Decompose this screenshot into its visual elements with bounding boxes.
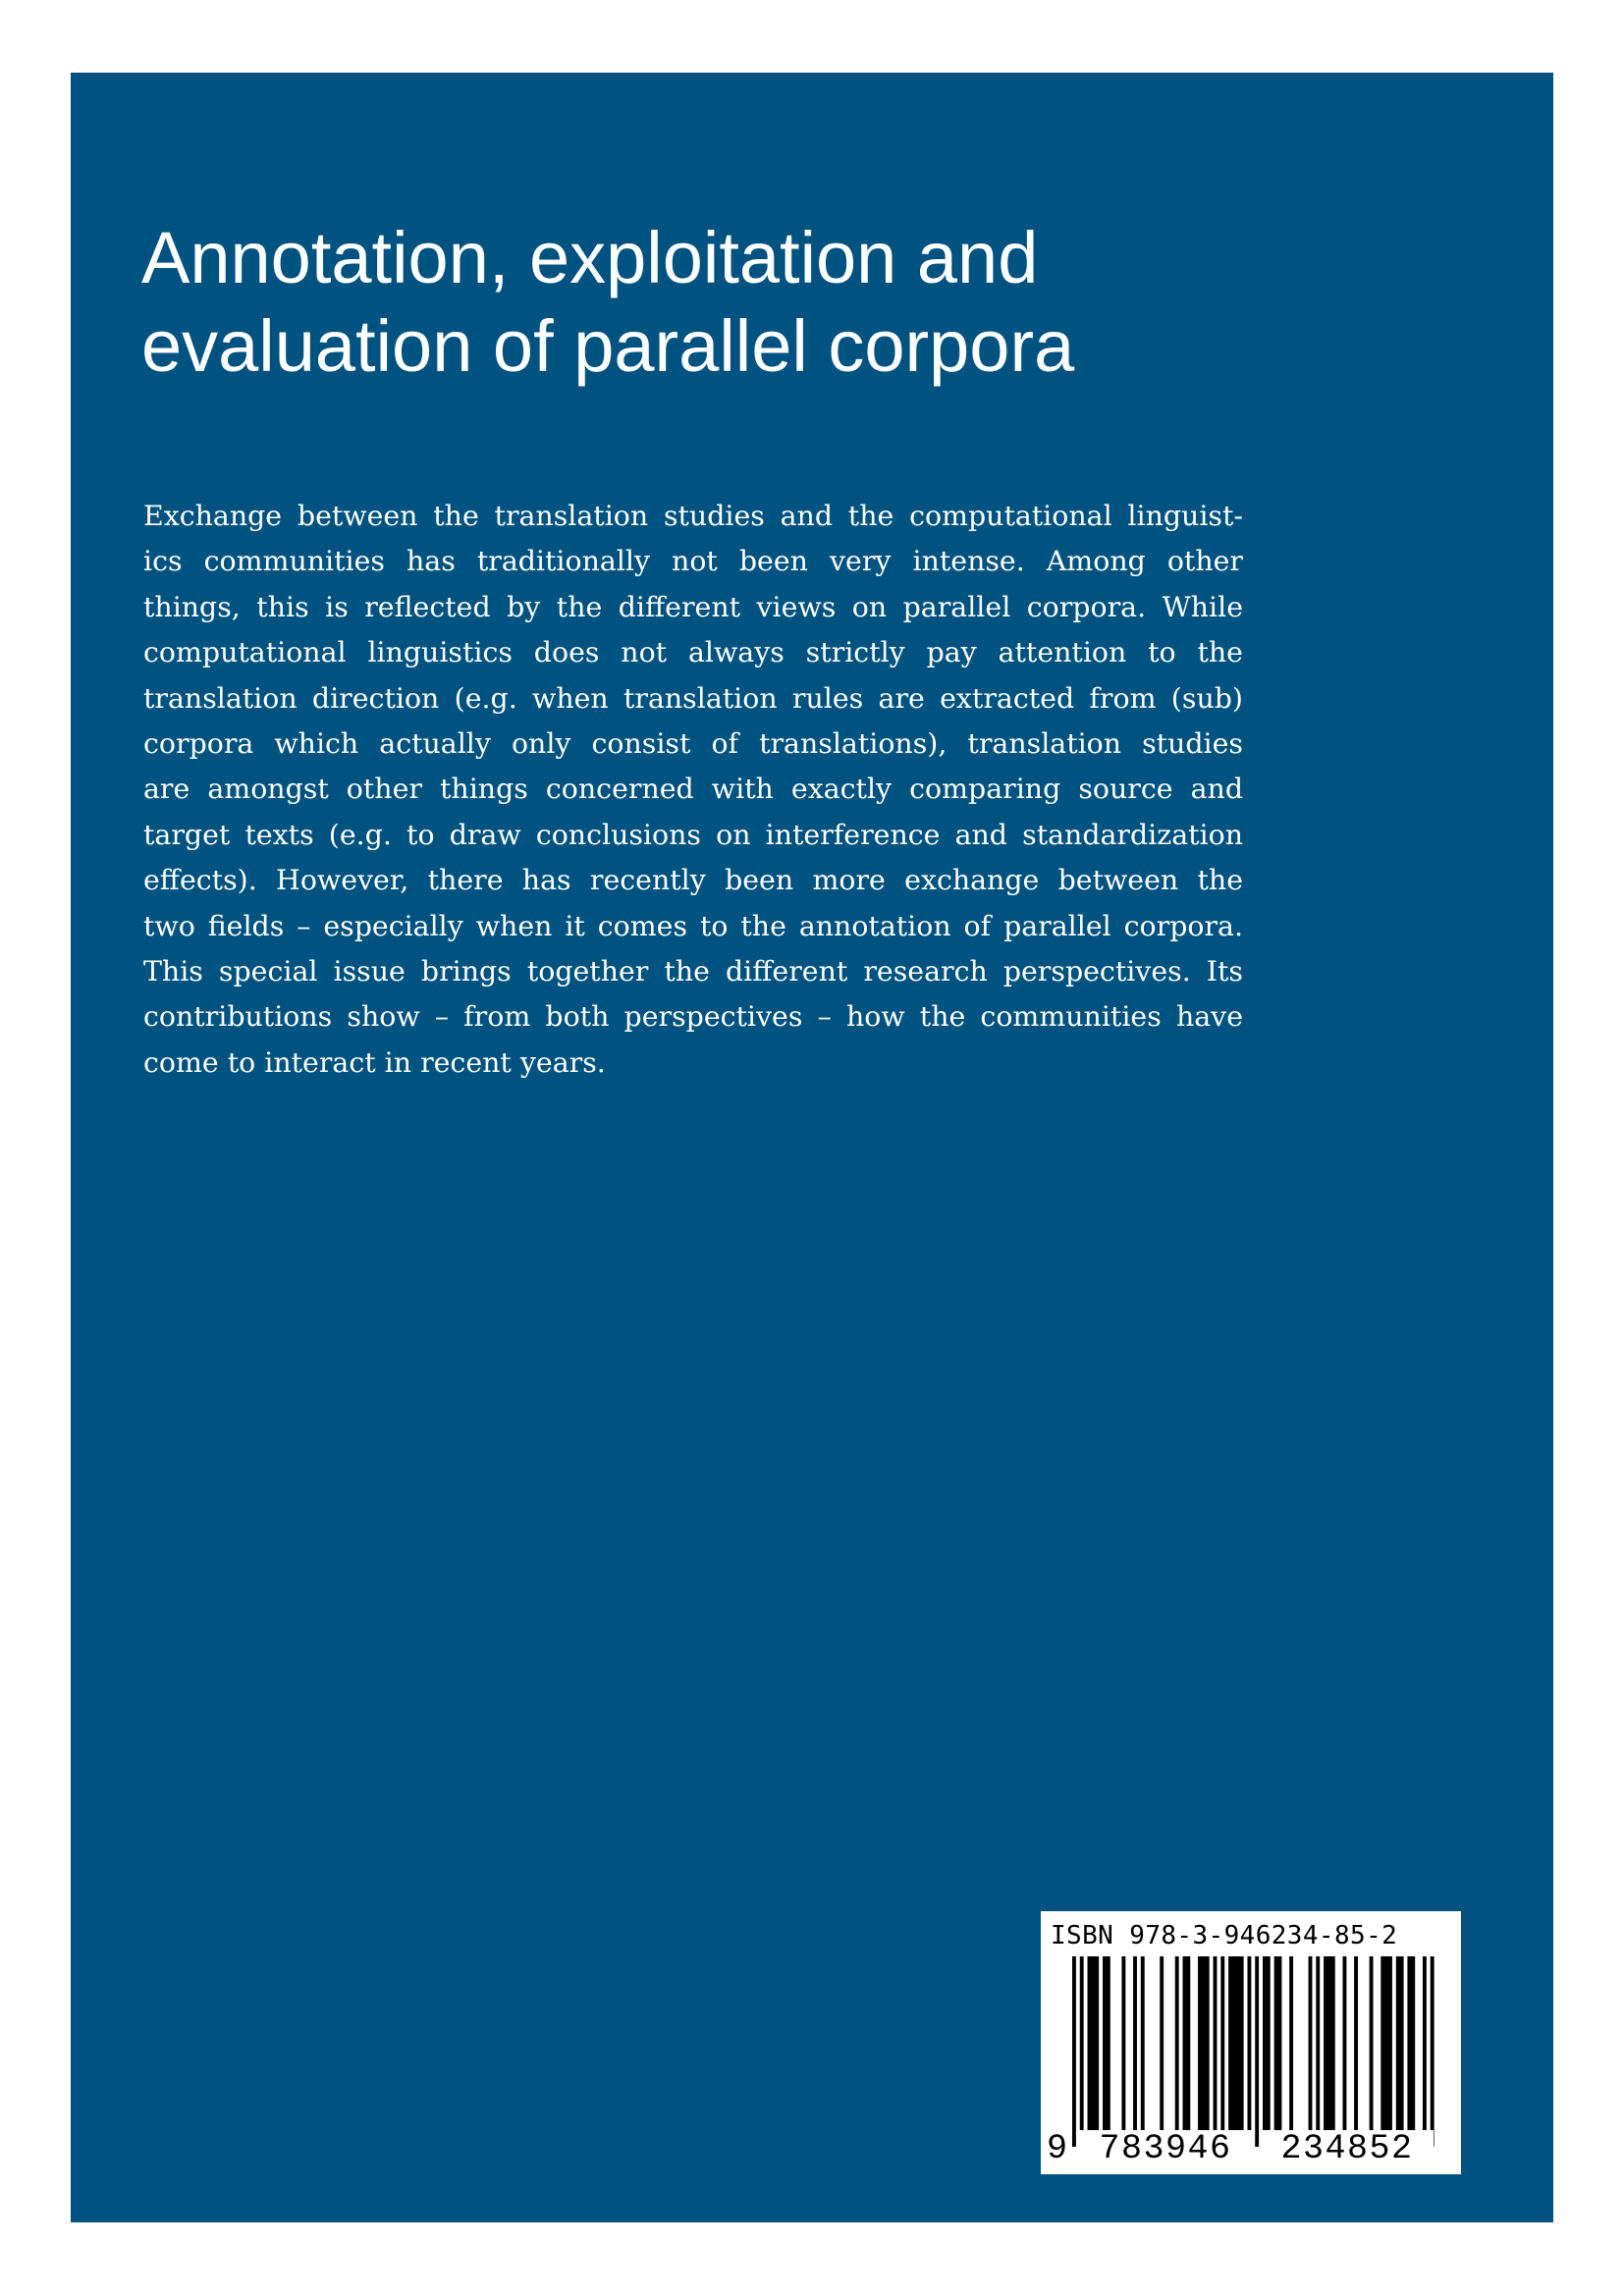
blurb-line: computational linguistics does not always strictly pay attention to the: [143, 636, 1243, 669]
isbn-barcode: [1041, 1911, 1461, 2174]
blurb-line: two fields – especially when it comes to the annotation of parallel corpora.: [143, 909, 1243, 942]
barcode-guard-bar: [1080, 1956, 1084, 2147]
barcode-guard-bar: [1255, 1956, 1259, 2147]
barcode-bar: [1133, 1956, 1137, 2131]
barcode-guard-bar: [1423, 1956, 1427, 2147]
blurb-line: corpora which actually only consist of translations), translation studies: [143, 727, 1243, 761]
blurb-line: Exchange between the translation studies and the computational linguist-: [143, 500, 1243, 532]
blurb-line: effects). However, there has recently been more exchange between the: [143, 864, 1243, 897]
blurb-line: target texts (e.g. to draw conclusions on interference and standardization: [143, 818, 1243, 851]
barcode-bar: [1342, 1956, 1346, 2131]
book-title-line-2: evaluation of parallel corpora: [141, 305, 1075, 387]
barcode-bar: [1407, 1956, 1415, 2131]
barcode-bar: [1220, 1956, 1224, 2131]
blurb-line: translation direction (e.g. when translation rules are extracted from (sub): [143, 681, 1243, 715]
barcode-right-digits: 234852: [1261, 2130, 1434, 2167]
blurb-line: things, this is reflected by the different views on parallel corpora. While: [143, 590, 1243, 623]
barcode-bar: [1324, 1956, 1335, 2131]
barcode-bar: [1316, 1956, 1320, 2131]
barcode-bar: [1370, 1956, 1374, 2131]
barcode-bar: [1160, 1956, 1164, 2131]
blurb-line: contributions show – from both perspectives – how the communities have: [143, 1000, 1243, 1034]
barcode-bar: [1183, 1956, 1191, 2131]
back-cover-blurb: [143, 494, 1243, 1086]
barcode-bar: [1309, 1956, 1313, 2131]
blurb-line: ics communities has traditionally not been very intense. Among other: [143, 545, 1243, 578]
barcode-bar: [1274, 1956, 1282, 2131]
barcode-bar: [1141, 1956, 1145, 2131]
barcode-bar: [1228, 1956, 1244, 2131]
barcode-bar: [1103, 1956, 1110, 2131]
barcode-bar: [1354, 1956, 1358, 2131]
barcode-guard-bar: [1431, 1956, 1435, 2147]
barcode-guard-bar: [1072, 1956, 1076, 2147]
barcode-bar: [1396, 1956, 1404, 2131]
isbn-label: ISBN 978-3-946234-85-2: [1051, 1921, 1398, 1950]
blurb-line: come to interact in recent years.: [143, 1045, 606, 1079]
blurb-line: This special issue brings together the different research perspectives. Its: [143, 955, 1243, 988]
barcode-bar: [1121, 1956, 1125, 2131]
barcode-bar: [1214, 1956, 1218, 2131]
barcode-bar: [1380, 1956, 1392, 2131]
barcode-bar: [1088, 1956, 1100, 2131]
barcode-bar: [1289, 1956, 1293, 2131]
barcode-bar: [1175, 1956, 1179, 2131]
barcode-bar: [1263, 1956, 1271, 2131]
barcode-first-digit: 9: [1047, 2129, 1068, 2168]
book-title: [141, 214, 1320, 391]
cover-panel: [71, 73, 1553, 2222]
barcode-left-digits: 783946: [1078, 2130, 1253, 2167]
blurb-line: are amongst other things concerned with exactly comparing source and: [143, 773, 1243, 806]
barcode-bar: [1198, 1956, 1210, 2131]
book-title-line-1: Annotation, exploitation and: [141, 217, 1039, 298]
barcode-guard-bar: [1247, 1956, 1251, 2147]
